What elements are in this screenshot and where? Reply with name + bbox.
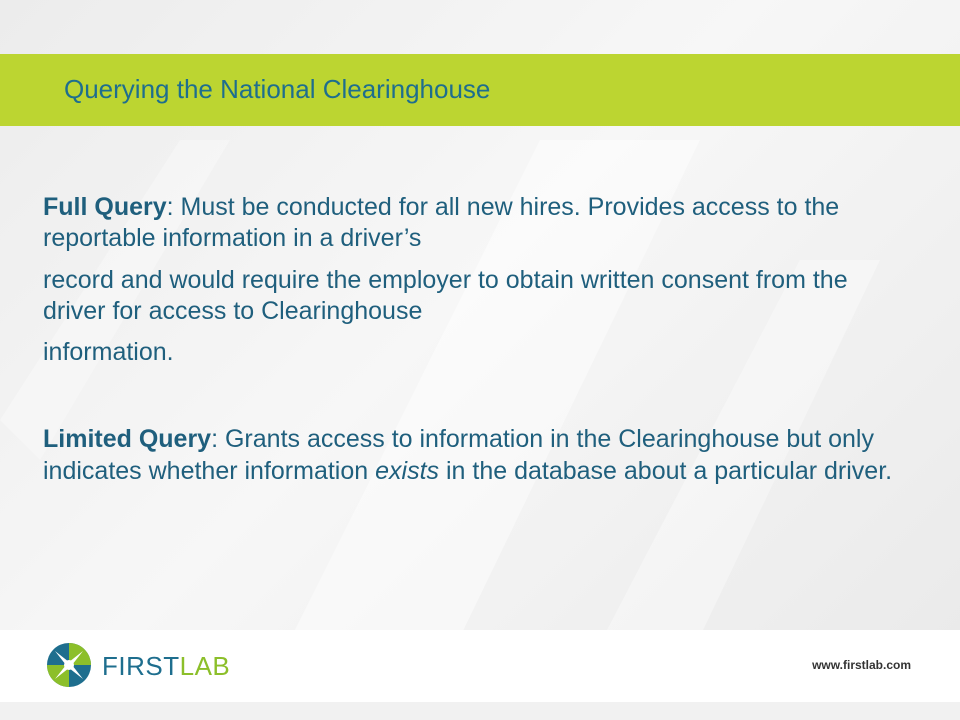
- firstlab-logo: [46, 642, 231, 688]
- full-query-paragraph: [43, 192, 913, 255]
- full-query-text-1: : Must be conducted for all new hires. Provides access to the reportable information in a driver’s: [43, 193, 840, 253]
- full-query-text-3: information.: [43, 338, 174, 366]
- logo-lab: LAB: [179, 651, 231, 681]
- full-query-text-2: record and would require the employer to obtain written consent from the driver for access to Clearinghouse: [43, 265, 848, 325]
- limited-query-text-a: : Grants access to information in the Clearinghouse but only indicates whether information: [43, 425, 874, 485]
- limited-query-text-b: in the database about a particular driver.: [439, 456, 893, 485]
- limited-query-emphasis: exists: [375, 456, 440, 485]
- slide-title: Querying the National Clearinghouse: [64, 74, 491, 104]
- limited-query-paragraph: [43, 424, 913, 487]
- slide-body: [43, 192, 913, 487]
- logo-mark-icon: [46, 642, 92, 688]
- title-bar: [0, 54, 960, 126]
- logo-wordmark: [102, 651, 230, 682]
- limited-query-term: Limited Query: [43, 425, 212, 454]
- logo-first: FIRST: [102, 651, 180, 681]
- full-query-term: Full Query: [43, 193, 167, 221]
- website-url[interactable]: www.firstlab.com: [812, 658, 911, 672]
- bottom-band: [0, 702, 960, 720]
- footer: [0, 630, 960, 702]
